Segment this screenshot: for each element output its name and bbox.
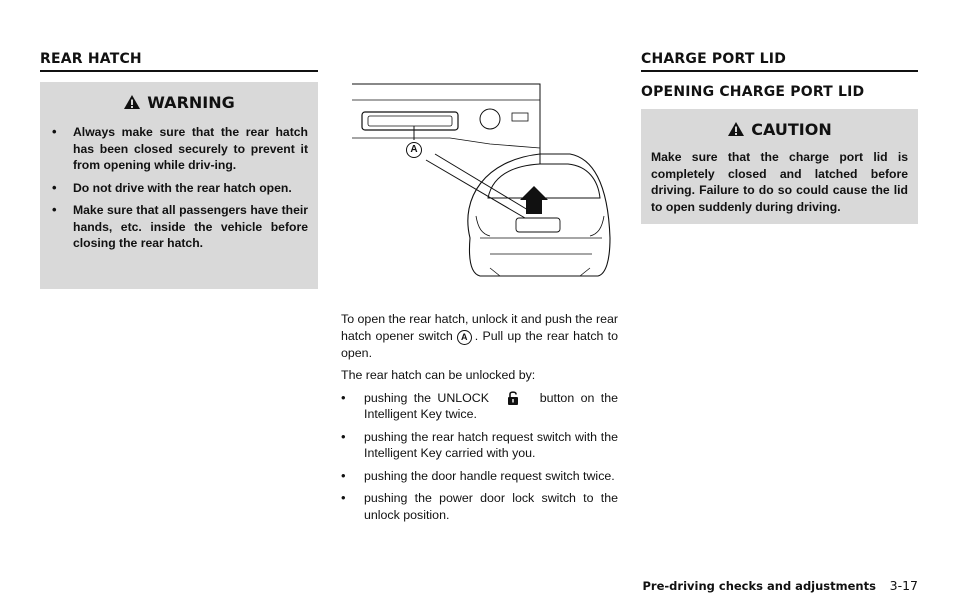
rear-hatch-heading-rule (40, 70, 318, 72)
para1-text-before: To open the rear hatch, unlock it and push the rear hatch opener switch (341, 312, 618, 343)
rear-hatch-illustration (340, 78, 620, 288)
warning-header (40, 92, 318, 112)
paragraph-open-hatch (341, 311, 618, 361)
caution-title: CAUTION (751, 119, 832, 139)
bullet1-text-after: button on the Intelligent Key twice. (364, 390, 618, 421)
unlock-methods-list (341, 390, 618, 524)
footer-section-name: Pre-driving checks and adjustments (642, 579, 876, 593)
warning-triangle-icon (727, 121, 745, 137)
page-footer (643, 578, 919, 593)
caution-header (641, 119, 918, 139)
warning-item: • Do not drive with the rear hatch open. (40, 180, 318, 197)
list-item: • pushing the power door lock switch to the unlock position. (341, 490, 618, 523)
warning-item: • Always make sure that the rear hatch has been closed securely to prevent it from opening while driv-ing. (40, 124, 318, 174)
caution-box (641, 109, 918, 224)
footer-page-number: 3-17 (889, 578, 918, 593)
para1-text-after: . Pull up the rear hatch to open. (341, 328, 618, 360)
bullet1-text-before: pushing the UNLOCK (364, 390, 490, 405)
rear-hatch-heading: REAR HATCH (40, 51, 142, 67)
unlock-icon (505, 390, 521, 406)
warning-box (40, 82, 318, 289)
caution-text: Make sure that the charge port lid is completely closed and latched before driving. Failure to do so could cause the lid to open suddenly during driving. (651, 150, 908, 214)
warning-list (40, 124, 318, 252)
paragraph-unlock-methods: The rear hatch can be unlocked by: (341, 368, 536, 382)
inline-callout-a: A (457, 330, 472, 345)
warning-title: WARNING (147, 92, 235, 112)
warning-triangle-icon (123, 94, 141, 110)
rear-hatch-figure (340, 78, 620, 288)
rear-hatch-text (341, 311, 618, 529)
list-item: • pushing the rear hatch request switch with the Intelligent Key carried with you. (341, 429, 618, 462)
warning-item: • Make sure that all passengers have their hands, etc. inside the vehicle before closing the rear hatch. (40, 202, 318, 252)
charge-port-lid-heading: CHARGE PORT LID (641, 51, 787, 67)
charge-port-lid-heading-rule (641, 70, 918, 72)
list-item (341, 390, 618, 423)
list-item: • pushing the door handle request switch twice. (341, 468, 618, 485)
figure-callout-a: A (406, 142, 422, 158)
opening-charge-port-lid-heading: OPENING CHARGE PORT LID (641, 84, 865, 100)
